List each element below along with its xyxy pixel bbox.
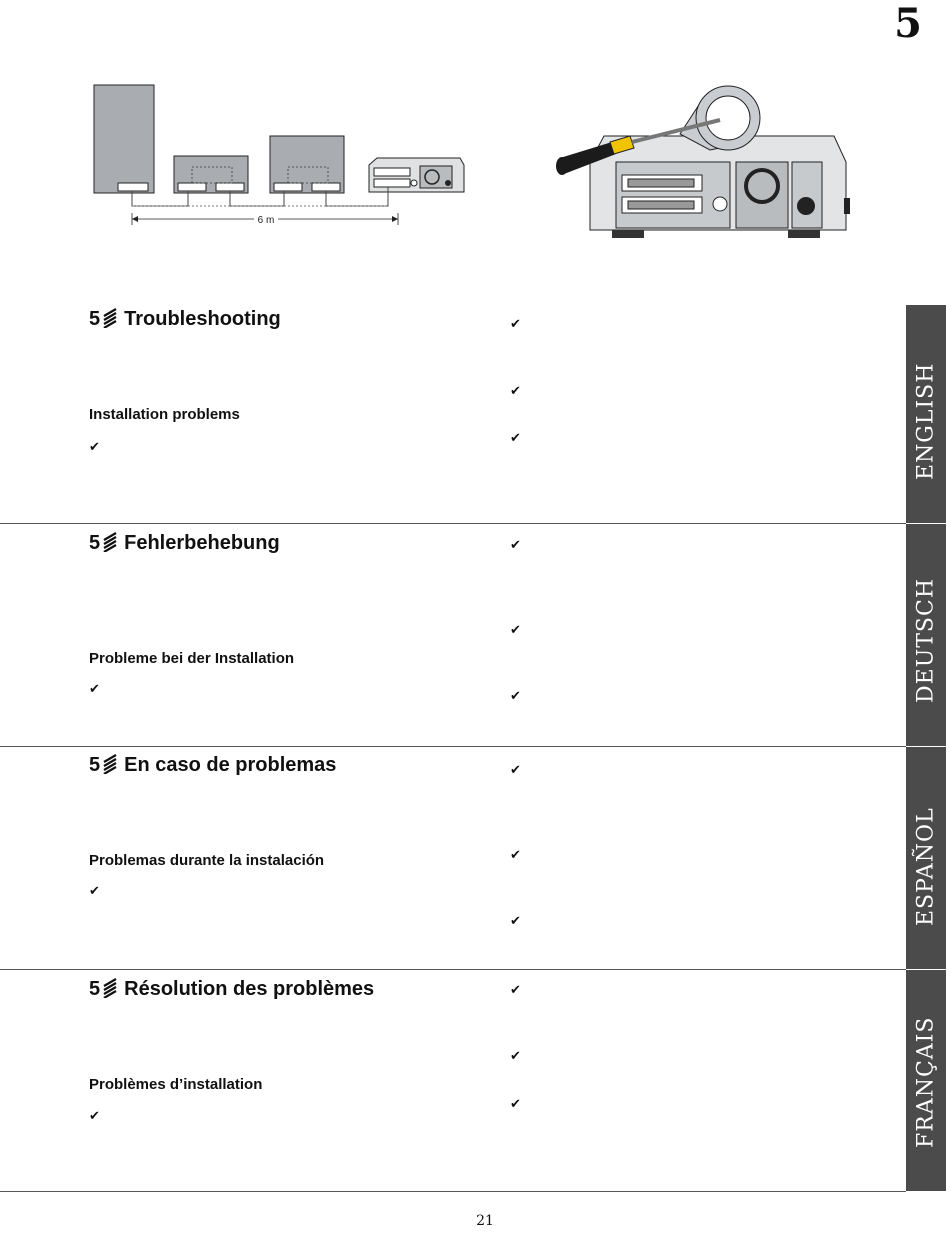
check-icon: ✔ <box>89 682 100 697</box>
language-tab-deutsch: DEUTSCH <box>906 524 946 746</box>
section-subheading: Problemas durante la instalación <box>89 852 325 869</box>
section-english <box>0 305 906 523</box>
section-title: 5 Résolution des problèmes <box>89 978 375 1000</box>
check-icon: ✔ <box>89 440 100 455</box>
check-icon: ✔ <box>510 384 521 399</box>
check-icon: ✔ <box>510 623 521 638</box>
section-deutsch <box>0 524 906 746</box>
chapter-mark-icon <box>102 532 118 552</box>
section-francais <box>0 970 906 1191</box>
section-number: 5 <box>89 308 101 330</box>
scsi-id-switch-figure <box>552 80 852 245</box>
chapter-mark-icon <box>102 754 118 774</box>
check-icon: ✔ <box>510 689 521 704</box>
chapter-number: 5 <box>894 0 922 47</box>
check-icon: ✔ <box>510 914 521 929</box>
check-icon: ✔ <box>510 317 521 332</box>
chapter-mark-icon <box>102 978 118 998</box>
section-title: 5 En caso de problemas <box>89 754 337 776</box>
check-icon: ✔ <box>510 983 521 998</box>
check-icon: ✔ <box>89 1109 100 1124</box>
chapter-mark-icon <box>102 308 118 328</box>
section-subheading: Problèmes d’installation <box>89 1076 263 1093</box>
section-divider <box>0 1191 906 1192</box>
check-icon: ✔ <box>510 763 521 778</box>
power-socket-icon <box>797 197 815 215</box>
check-icon: ✔ <box>510 1049 521 1064</box>
page-number: 21 <box>476 1213 494 1229</box>
language-tab-english: ENGLISH <box>906 305 946 523</box>
section-espanol <box>0 747 906 969</box>
check-icon: ✔ <box>89 884 100 899</box>
section-number: 5 <box>89 754 101 776</box>
cable-length-label: 6 m <box>257 215 275 226</box>
section-number: 5 <box>89 532 101 554</box>
scsi-chain-figure <box>88 80 478 230</box>
section-title: 5 Troubleshooting <box>89 308 281 330</box>
check-icon: ✔ <box>510 848 521 863</box>
language-tab-espanol: ESPAÑOL <box>906 747 946 969</box>
section-subheading: Probleme bei der Installation <box>89 650 295 667</box>
magnified-dial <box>706 96 750 140</box>
tape-drive-rear <box>369 158 464 192</box>
scsi-id-dial <box>713 197 727 211</box>
section-number: 5 <box>89 978 101 1000</box>
language-tab-francais: FRANÇAIS <box>906 970 946 1191</box>
check-icon: ✔ <box>510 431 521 446</box>
computer-tower <box>94 85 154 193</box>
section-subheading: Installation problems <box>89 406 240 423</box>
check-icon: ✔ <box>510 538 521 553</box>
check-icon: ✔ <box>510 1097 521 1112</box>
section-title: 5 Fehlerbehebung <box>89 532 280 554</box>
